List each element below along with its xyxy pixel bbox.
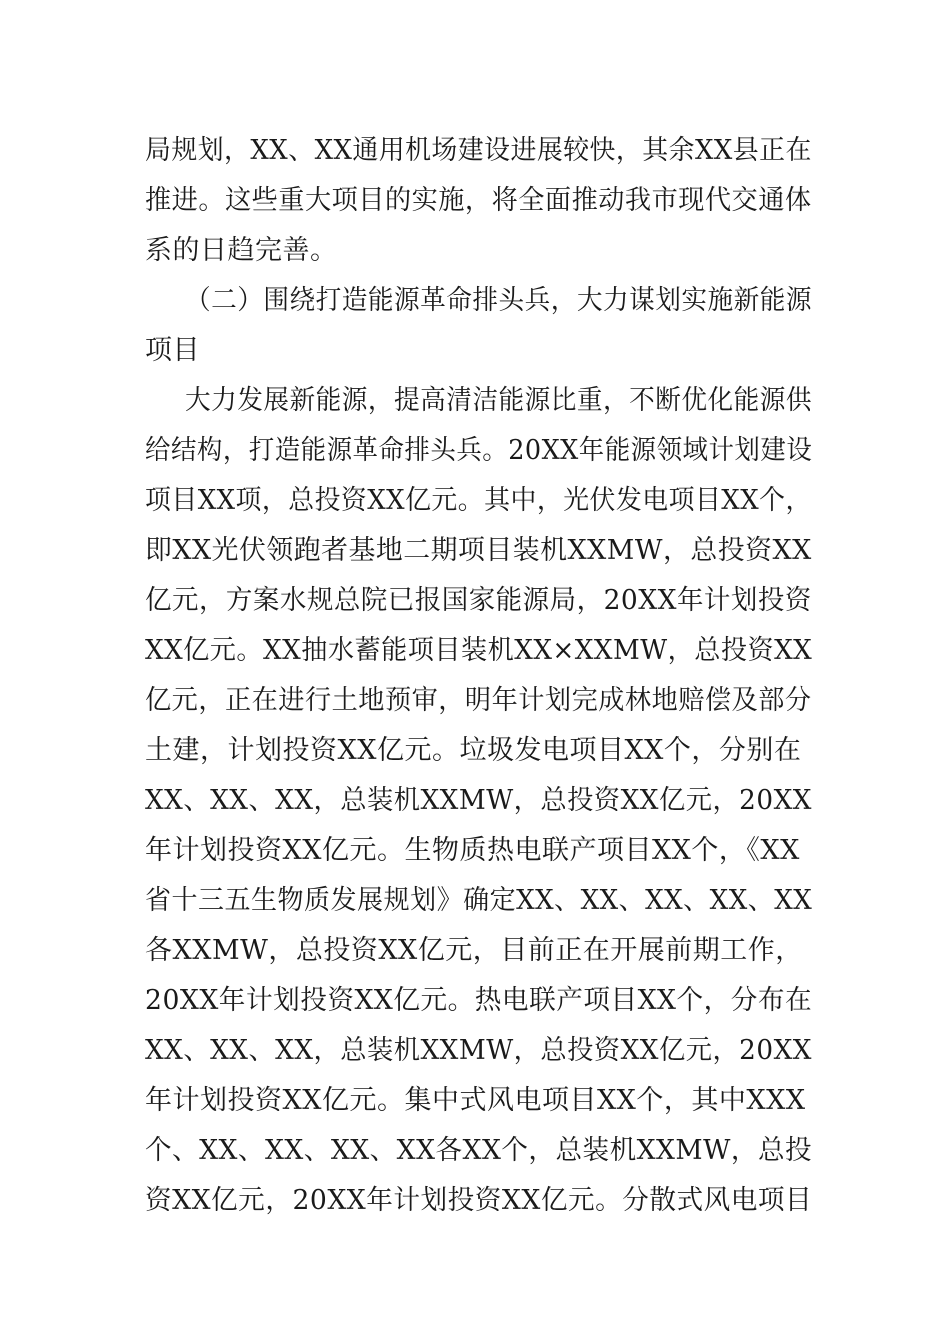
text-line: 20XX年计划投资XX亿元。热电联产项目XX个，分布在	[145, 985, 813, 1016]
text-line: 亿元，正在进行土地预审，明年计划完成林地赔偿及部分	[145, 685, 812, 716]
text-line: 项目XX项，总投资XX亿元。其中，光伏发电项目XX个，	[145, 485, 812, 516]
text-line: 个、XX、XX、XX、XX各XX个，总装机XXMW，总投	[145, 1135, 813, 1166]
text-line: 给结构，打造能源革命排头兵。20XX年能源领域计划建设	[145, 435, 813, 466]
paragraph-start: 大力发展新能源，提高清洁能源比重，不断优化能源供	[185, 385, 812, 416]
text-line: 即XX光伏领跑者基地二期项目装机XXMW，总投资XX	[145, 535, 812, 566]
section-heading: （二）围绕打造能源革命排头兵，大力谋划实施新能源	[185, 285, 812, 316]
text-line: 系的日趋完善。	[145, 235, 338, 266]
text-line: 土建，计划投资XX亿元。垃圾发电项目XX个，分别在	[145, 735, 802, 766]
text-line: 各XXMW，总投资XX亿元，目前正在开展前期工作，	[145, 935, 803, 966]
text-line: 资XX亿元，20XX年计划投资XX亿元。分散式风电项目	[145, 1185, 813, 1216]
text-line: 局规划，XX、XX通用机场建设进展较快，其余XX县正在	[145, 135, 812, 166]
text-line: XX、XX、XX，总装机XXMW，总投资XX亿元，20XX	[145, 785, 812, 816]
text-line: 省十三五生物质发展规划》确定XX、XX、XX、XX、XX	[145, 885, 813, 916]
text-line: XX亿元。XX抽水蓄能项目装机XX×XXMW，总投资XX	[145, 635, 813, 666]
text-line: XX、XX、XX，总装机XXMW，总投资XX亿元，20XX	[145, 1035, 812, 1066]
section-heading-continued: 项目	[145, 335, 200, 366]
text-line: 亿元，方案水规总院已报国家能源局，20XX年计划投资	[145, 585, 812, 616]
text-line: 年计划投资XX亿元。生物质热电联产项目XX个，《XX	[145, 835, 800, 866]
text-line: 推进。这些重大项目的实施，将全面推动我市现代交通体	[145, 185, 812, 216]
text-line: 年计划投资XX亿元。集中式风电项目XX个，其中XXX	[145, 1085, 806, 1116]
